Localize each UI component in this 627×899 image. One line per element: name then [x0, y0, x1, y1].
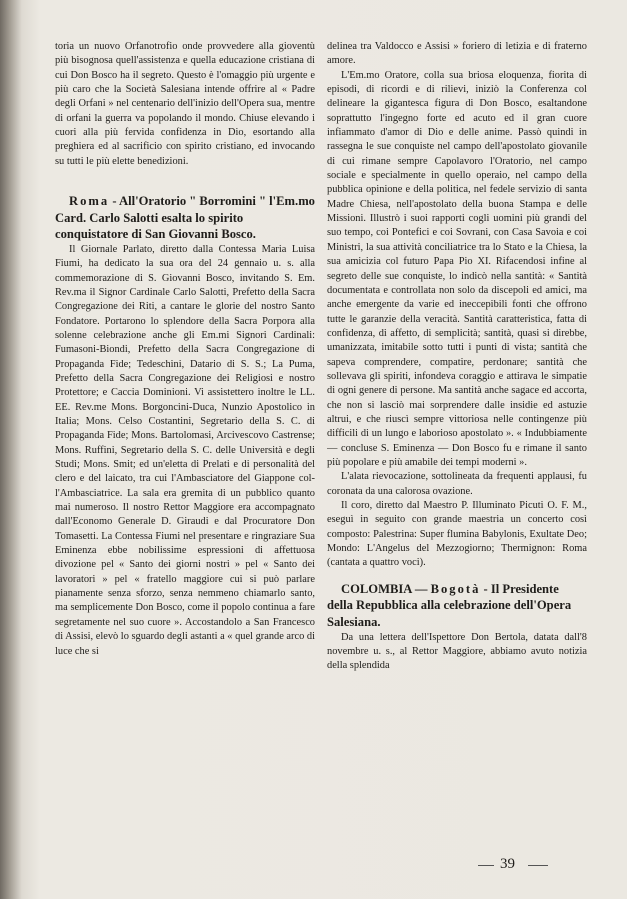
heading-text: - All'Oratorio " Borromini " l'Em.mo Card. Carlo Salotti esalta lo spirito conquistatore di San Giovanni Bosco.: [55, 194, 315, 242]
section-heading-colombia: COLOMBIA — Bogotà - Il Presidente della Repubblica alla celebrazione dell'Opera Salesiana.: [327, 581, 572, 629]
right-column: [327, 40, 587, 859]
paragraph: Il coro, diretto dal Maestro P. Illuminato Picuti O. F. M., eseguì in seguito con grande maestria un concerto così composto: Palestrina: Super flumina Babylonis, Exultate Deo; Mondo: L'Angelus del Mezzogiorno; Thermignon: Roma (cantata a quattro voci).: [327, 500, 587, 569]
page-number: 39: [500, 856, 515, 872]
heading-city: Roma: [69, 194, 110, 209]
paragraph: toria un nuovo Orfanotrofio onde provvedere alla gioventù più bisognosa quell'assistenza e quella educazione cristiana di cui Don Bosco ha il segreto. Questo è l'omaggio più urgente e più caro che la Società Salesiana intende offrire al « Padre degli Orfani » nel centenario dell'inizio dell'Opera sua, mentre di orfani la guerra va popolando il mondo. Chiuse elevando i cuori alla più fervida confidenza in Dio, esortando alla preghiera ed al sacrificio con spirito cristiano, ed invocando su tutti le più elette benedizioni.: [55, 41, 315, 167]
paragraph: Il Giornale Parlato, diretto dalla Contessa Maria Luisa Fiumi, ha dedicato la sua ora del 24 gennaio u. s. alla commemorazione di S. Giovanni Bosco, invitando S. Em. Rev.ma il Signor Cardinale Carlo Salotti, Prefetto della Sacra Congregazione dei Riti, a cantare le glorie del nostro Santo Fondatore. Portarono lo splendore della Sacra Porpora alla solenne celebrazione anche gli Em.mi Signori Cardinali: Fumasoni-Biondi, Prefetto della Sacra Congregazione di Propaganda Fide; Tedeschini, Datario di S. S.; La Puma, Prefetto della Sacra Congregazione dei Religiosi e nostro Protettore; e Caccia Dominioni. Vi assistettero inoltre le LL. EE. Rev.me Mons. Borgoncini-Duca, Nunzio Apostolico in Italia; Mons. Celso Costantini, Segretario della S. C. di Propaganda Fide; Mons. Bartolomasi, Arcivescovo Castrense; Mons. Ruffini, Segretario della S. C. delle Università e degli Studi; Mons. Smit; ed un'eletta di Prelati e di personalità del clero e del laicato, tra cui l'Ambasciatore del Giappone col-l'Ambasciatrice. La sala era gremita di un pubblico quanto mai numeroso. Il nostro Rettor Maggiore era accompagnato dall'Economo Generale D. Giraudi e dal Procuratore Don Tomasetti. La Contessa Fiumi nel presentare e ringraziare Sua Eminenza ebbe nobilissime espressioni di affettuosa divozione pel « Santo dei giorni nostri » pel « Santo dei lavoratori » pel « fratello maggiore cui si può parlare pianamente senza sforzo, senza nemmeno chiamarlo santo, ma semplicemente Don Bosco, come il popolo continua a fare segretamente nel suo cuore ». Accostandolo a San Francesco di Assisi, elevò lo sguardo degli astanti a « quel grande arco di luce che si: [55, 243, 315, 657]
heading-country: COLOMBIA: [341, 581, 412, 596]
paragraph: L'alata rievocazione, sottolineata da frequenti applausi, fu coronata da una calorosa ovazione.: [327, 471, 587, 497]
paragraph: L'Em.mo Oratore, colla sua briosa eloquenza, fiorita di episodi, di ricordi e di rilievi, iniziò la Conferenza col delineare la gigantesca figura di Don Bosco, esaltandone soprattutto l'ingegno forte ed acuto ed il gran cuore infiammato d'amor di Dio e delle anime. Passò quindi in rassegna le sue conquiste nel campo dell'apostolato giovanile di cui rimane sempre Capolavoro l'Oratorio, nel campo sociale e specialmente in quello operaio, nel campo della pubblica opinione e della politica, nel fedele servizio di santa Madre Chiesa, nell'apostolato della buona Stampa e delle Missioni. Illustrò i suoi rapporti cogli uomini più grandi del suo tempo, coi Pontefici e coi Sovrani, con Casa Savoia e coi Ministri, la sua attività conciliatrice tra lo Stato e la Chiesa, la sua amicizia col futuro Papa Pio XI. Rifacendosi infine al segreto delle sue conquiste, lo indicò nella santità: « Santità documentata e controllata non solo da discepoli ed amici, ma anche emergente da varie ed ineccepibili fonti che offrono tutte le garanzie della veracità. Santità caratteristica, fatta di confidenza, di affetto, di semplicità; santità, quasi si direbbe, umanizzata, imitabile sotto tutti i punti di vista; santità che sapeva comprendere, compatire, perdonare; santità che sollevava gli spiriti, infondeva coraggio e attirava le simpatie di ogni genere di persone. Ma santità anche sagace ed accorta, che non si lasciò mai sorprendere dalle insidie ed astuzie altrui, e che riuscì sempre vittoriosa nelle contingenze più difficili di un lungo e laborioso apostolato ». « Indubbiamente — concluse S. Eminenza — Don Bosco fu e rimane il santo più popolare e più amabile dei tempi moderni ».: [327, 69, 587, 468]
page-number-dash-right: [528, 865, 548, 866]
heading-city: Bogotà: [430, 581, 481, 596]
left-column: [55, 40, 315, 859]
page-number-dash-left: [478, 865, 494, 866]
section-heading-roma: [55, 193, 315, 243]
heading-text: - Il Presidente della Repubblica alla celebrazione dell'Opera Salesiana.: [327, 581, 572, 629]
paragraph: Da una lettera dell'Ispettore Don Bertola, datata dall'8 novembre u. s., al Rettor Maggiore, abbiamo avuto notizia della splendida: [327, 631, 587, 672]
paragraph: delinea tra Valdocco e Assisi » foriero di letizia e di fraterno amore.: [327, 41, 587, 67]
